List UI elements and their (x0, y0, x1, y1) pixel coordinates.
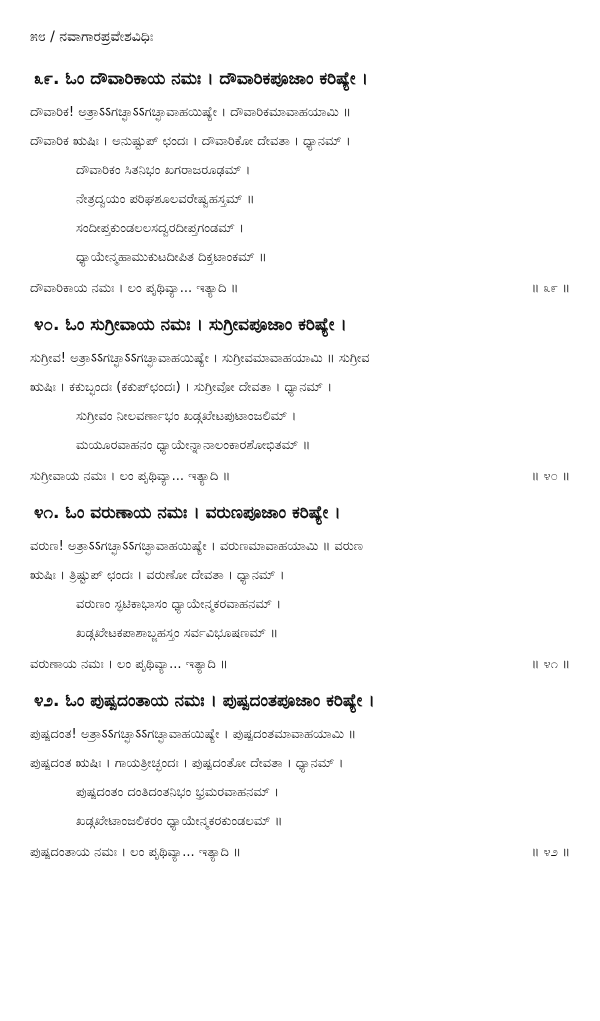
invocation-line: ವರುಣ! ಅತ್ರಾऽऽಗಚ್ಛಾऽऽಗಚ್ಛಾವಾಹಯಿಷ್ಯೇ । ವರುಣಮಾವಾಹಯಾಮಿ ॥ ವರುಣ (30, 539, 364, 554)
verse-line: ಪುಷ್ಪದಂತಂ ದಂತಿದಂತನಿಭಂ ಭ್ರಮರವಾಹನಮ್ । (76, 785, 279, 800)
invocation-line: ಪುಷ್ಪದಂತ ಋಷಿಃ । ಗಾಯತ್ರೀಚ್ಛಂದಃ । ಪುಷ್ಪದಂತೋ ದೇವತಾ । ಧ್ಯಾನಮ್ । (30, 756, 344, 771)
section-41 (30, 498, 570, 680)
section-40 (30, 310, 570, 492)
verse-line: ಮಯೂರವಾಹನಂ ಧ್ಯಾಯೇನ್ನಾನಾಲಂಕಾರಶೋಭಿತಮ್ ॥ (76, 438, 311, 453)
verse-line: ಧ್ಯಾಯೇನ್ಮಹಾಮುಕುಟದೀಪಿತ ದಿಕ್ತಟಾಂಕಮ್ ॥ (76, 250, 267, 265)
verse-line: ಸಂದೀಪ್ತಕುಂಡಲಲಸದ್ವರದೀಪ್ತಗಂಡಮ್ । (76, 221, 244, 236)
section-heading: ೪೦. ಓಂ ಸುಗ್ರೀವಾಯ ನಮಃ । ಸುಗ್ರೀವಪೂಜಾಂ ಕರಿಷ್ಯೇ । (34, 315, 347, 335)
verse-line: ಖಡ್ಗಖೇಟಕಪಾಶಾಬ್ಜಹಸ್ತಂ ಸರ್ವವಿಭೂಷಣಮ್ ॥ (76, 626, 279, 641)
closing-number: ॥ ೪೨ ॥ (531, 845, 570, 860)
verse-line: ನೇತ್ರದ್ವಯಂ ಪರಿಘಶೂಲವರೇಷ್ವಹಸ್ತಮ್ ॥ (76, 192, 255, 207)
verse-line: ಸುಗ್ರೀವಂ ನೀಲವರ್ಣಾಭಂ ಖಡ್ಗಖೇಟಪುಟಾಂಜಲಿಮ್ । (76, 409, 297, 424)
verse-line: ಖಡ್ಗಖೇಟಾಂಜಲಿಕರಂ ಧ್ಯಾಯೇನ್ಮಕರಕುಂಡಲಮ್ ॥ (76, 814, 283, 829)
closing-line (30, 650, 570, 680)
verse-line: ವರುಣಂ ಸ್ಫಟಿಕಾಭಾಸಂ ಧ್ಯಾಯೇನ್ಮಕರವಾಹನಮ್ । (76, 597, 282, 612)
section-heading: ೪೧. ಓಂ ವರುಣಾಯ ನಮಃ । ವರುಣಪೂಜಾಂ ಕರಿಷ್ಯೇ । (34, 503, 341, 523)
closing-number: ॥ ೪೧ ॥ (531, 657, 570, 672)
section-heading: ೩೯. ಓಂ ದೌವಾರಿಕಾಯ ನಮಃ । ದೌವಾರಿಕಪೂಜಾಂ ಕರಿಷ್ಯೇ । (34, 69, 368, 89)
closing-text: ಸುಗ್ರೀವಾಯ ನಮಃ । ಲಂ ಪೃಥಿವ್ಯಾ... ಇತ್ಯಾದಿ ॥ (30, 469, 231, 484)
section-42 (30, 686, 570, 868)
closing-number: ॥ ೩೯ ॥ (531, 281, 570, 296)
closing-line (30, 274, 570, 304)
section-39 (30, 64, 570, 304)
invocation-line: ಪುಷ್ಪದಂತ! ಅತ್ರಾऽऽಗಚ್ಛಾऽऽಗಚ್ಛಾವಾಹಯಿಷ್ಯೇ । ಪುಷ್ಪದಂತಮಾವಾಹಯಾಮಿ ॥ (30, 727, 357, 742)
closing-text: ದೌವಾರಿಕಾಯ ನಮಃ । ಲಂ ಪೃಥಿವ್ಯಾ... ಇತ್ಯಾದಿ ॥ (30, 281, 239, 296)
closing-number: ॥ ೪೦ ॥ (531, 469, 570, 484)
invocation-line: ದೌವಾರಿಕ ಋಷಿಃ । ಅನುಷ್ಟುಪ್ ಛಂದಃ । ದೌವಾರಿಕೋ ದೇವತಾ । ಧ್ಯಾನಮ್ । (30, 134, 351, 149)
invocation-line: ಋಷಿಃ । ತ್ರಿಷ್ಟುಪ್ ಛಂದಃ । ವರುಣೋ ದೇವತಾ । ಧ್ಯಾನಮ್ । (30, 568, 285, 583)
verse-line: ದೌವಾರಿಕಂ ಸಿತನಿಭಂ ಖಗರಾಜರೂಢಮ್ । (76, 163, 251, 178)
section-heading: ೪೨. ಓಂ ಪುಷ್ಪದಂತಾಯ ನಮಃ । ಪುಷ್ಪದಂತಪೂಜಾಂ ಕರಿಷ್ಯೇ । (34, 691, 375, 711)
closing-text: ವರುಣಾಯ ನಮಃ । ಲಂ ಪೃಥಿವ್ಯಾ... ಇತ್ಯಾದಿ ॥ (30, 657, 228, 672)
closing-text: ಪುಷ್ಪದಂತಾಯ ನಮಃ । ಲಂ ಪೃಥಿವ್ಯಾ... ಇತ್ಯಾದಿ ॥ (30, 845, 241, 860)
closing-line (30, 462, 570, 492)
running-head: ೫೮ / ನವಾಗಾರಪ್ರವೇಶವಿಧಿಃ (30, 29, 154, 45)
closing-line (30, 838, 570, 868)
invocation-line: ಋಷಿಃ । ಕಕುಬ್ಛಂದಃ (ಕಕುಪ್‌ಛಂದಃ) । ಸುಗ್ರೀವೋ ದೇವತಾ । ಧ್ಯಾನಮ್ । (30, 380, 333, 395)
invocation-line: ಸುಗ್ರೀವ! ಅತ್ರಾऽऽಗಚ್ಛಾऽऽಗಚ್ಛಾವಾಹಯಿಷ್ಯೇ । ಸುಗ್ರೀವಮಾವಾಹಯಾಮಿ ॥ ಸುಗ್ರೀವ (30, 351, 370, 366)
invocation-line: ದೌವಾರಿಕ! ಅತ್ರಾऽऽಗಚ್ಛಾऽऽಗಚ್ಛಾವಾಹಯಿಷ್ಯೇ । ದೌವಾರಿಕಮಾವಾಹಯಾಮಿ ॥ (30, 105, 351, 120)
